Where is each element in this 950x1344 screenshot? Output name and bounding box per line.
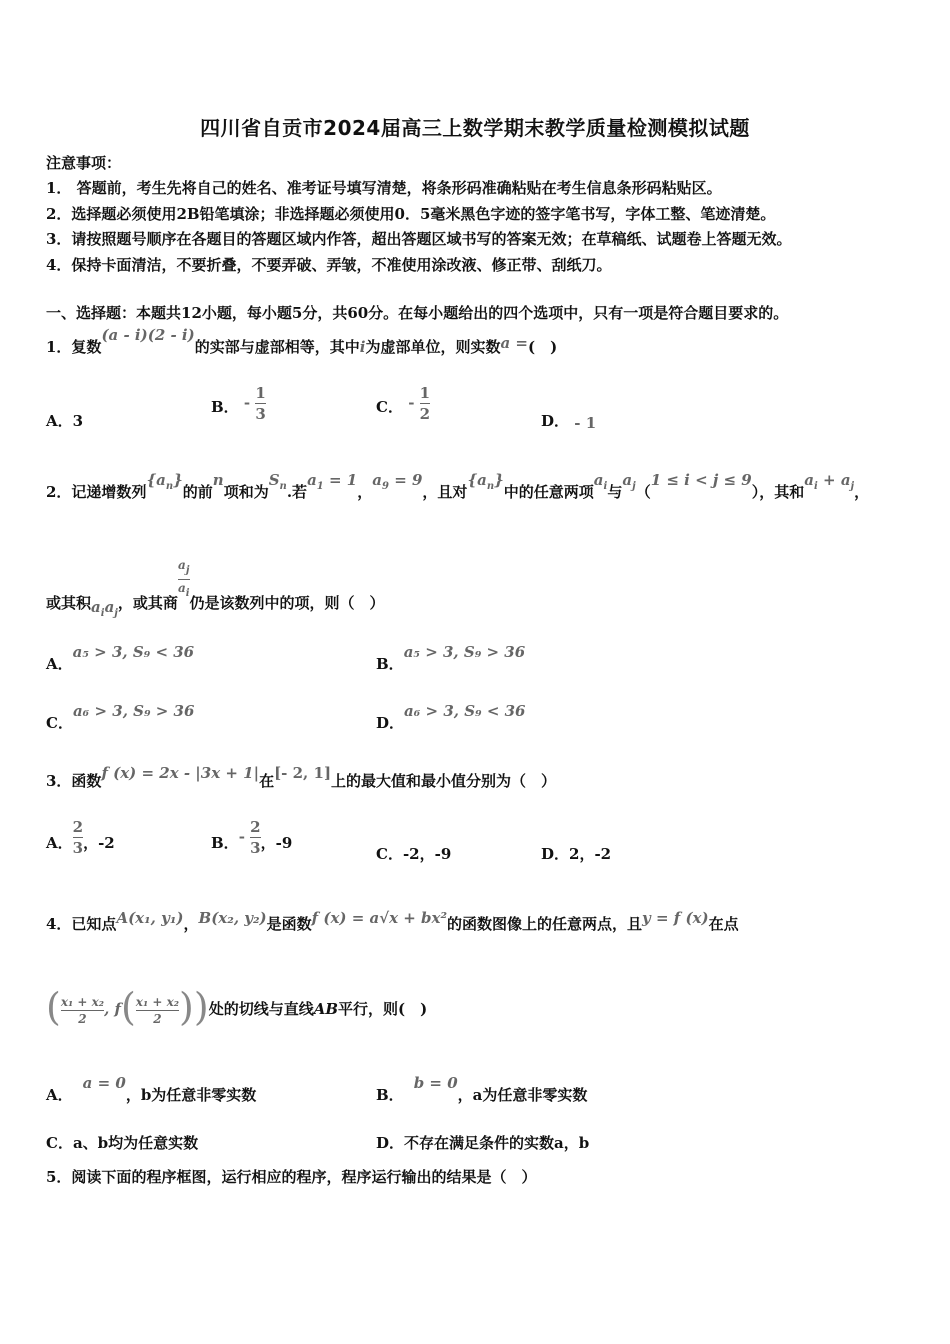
q2-option-d-math: a₆ > 3, S₉ < 36 — [404, 702, 526, 720]
q4-midpoint-x-2 — [136, 995, 179, 1026]
q2-quotient — [178, 558, 190, 601]
q2-a9: a — [372, 471, 382, 489]
q2-text-13: 仍是该数列中的项，则（ ） — [189, 593, 385, 612]
notice-item-3: 3．请按照题号顺序在各题目的答题区域内作答，超出答题区域书写的答案无效；在草稿纸、试题卷上答题无效。 — [46, 230, 792, 248]
question-5: 5．阅读下面的程序框图，运行相应的程序，程序运行输出的结果是（ ） — [46, 1168, 537, 1186]
q2-option-a-math: a₅ > 3, S₉ < 36 — [72, 643, 195, 661]
q2-quotient-num — [178, 558, 190, 578]
q1-option-b-num: 1 — [255, 384, 266, 402]
q4-text-1: 4．已知点 — [46, 915, 117, 933]
q4-text-6: 处的切线与直线 — [208, 1000, 314, 1018]
q4-midpoint-x-den: 2 — [78, 1011, 87, 1026]
question-2-line-2 — [46, 558, 385, 619]
q1-text-3: 为虚部单位，则实数 — [365, 338, 501, 356]
q4-math-A: A(x₁, y₁) — [116, 909, 184, 927]
q2-seq2-open: {a — [467, 471, 487, 489]
q2-seq-close: } — [173, 471, 183, 489]
q2-prod-sub2: j — [114, 607, 118, 619]
q2-prod-sub1: i — [100, 607, 105, 619]
q3-option-d: D．2，-2 — [541, 845, 612, 863]
q2-sum-sub1: i — [814, 481, 818, 492]
q2-text-9: ），其和 — [751, 483, 805, 501]
q2-quotient-den — [178, 581, 190, 601]
q3-math-f: f (x) = 2x - |3x + 1| — [101, 764, 260, 782]
q2-q-den-a: a — [177, 581, 186, 595]
q2-aj-sub: j — [632, 481, 636, 492]
q4-midpoint-f: , f — [104, 1000, 121, 1018]
q3-option-a-fraction — [73, 818, 83, 857]
q2-math-n: n — [212, 471, 224, 489]
q2-math-aj — [622, 471, 636, 492]
q2-q-num-sub: j — [185, 565, 190, 576]
q2-seq-sub: n — [165, 481, 174, 492]
q4-math-f: f (x) = a√x + bx² — [311, 909, 448, 927]
q4-option-b-label: B． — [376, 1086, 404, 1104]
q2-seq2-close: } — [494, 471, 504, 489]
fraction-bar — [136, 1010, 179, 1011]
q2-aj: a — [622, 471, 633, 489]
q2-prod-a1: a — [91, 597, 101, 616]
q2-option-a — [46, 641, 195, 673]
q2-text-11: 或其积 — [46, 593, 92, 612]
q3-option-b-sign: - — [238, 827, 245, 846]
question-4-line-2 — [46, 985, 428, 1032]
fraction-bar — [250, 837, 260, 838]
q2-text-1: 2．记递增数列 — [46, 483, 147, 501]
q2-comma-1: ， — [357, 483, 373, 501]
q2-math-a9 — [372, 471, 423, 492]
q2-option-b — [376, 641, 526, 673]
q4-math-y: y = f (x) — [642, 909, 709, 927]
q1-math-complex: (a - i)(2 - i) — [101, 326, 195, 344]
q4-text-2: ， — [183, 915, 199, 933]
q2-text-10: ， — [854, 483, 870, 501]
q2-S: S — [268, 471, 280, 489]
q1-option-c-label: C． — [376, 397, 403, 416]
q1-math-i: i — [359, 338, 366, 356]
q2-q-den-sub: i — [185, 588, 190, 599]
q2-text-6: 中的任意两项 — [503, 483, 594, 501]
q2-math-range: 1 ≤ i < j ≤ 9 — [650, 471, 752, 489]
q2-option-c — [46, 700, 195, 732]
q2-sum-a: a — [804, 471, 814, 489]
q2-option-a-label: A． — [46, 655, 73, 673]
q2-text-7: 与 — [607, 483, 623, 501]
q3-text-2: 在 — [259, 772, 275, 790]
q2-prod-a2: a — [104, 597, 115, 616]
q4-option-c: C．a、b均为任意实数 — [46, 1134, 199, 1152]
q2-option-d-label: D． — [376, 714, 405, 732]
q2-a1-eq: = 1 — [329, 471, 358, 489]
q3-option-b — [211, 818, 292, 857]
q2-text-4: .若 — [286, 483, 308, 501]
q1-option-d-label: D． — [541, 412, 570, 430]
q4-option-b-math: b = 0 — [413, 1074, 458, 1092]
q4-text-5: 在点 — [708, 915, 739, 933]
q2-math-sum — [804, 471, 855, 492]
q2-text-12: ，或其商 — [117, 593, 178, 612]
q3-option-a-rest: ，-2 — [83, 833, 115, 852]
q4-text-4: 的函数图像上的任意两点，且 — [447, 915, 643, 933]
q2-option-c-label: C． — [46, 714, 73, 732]
q1-math-a: a = — [500, 334, 528, 352]
q4-option-a-label: A． — [46, 1086, 73, 1104]
q3-option-c: C．-2，-9 — [376, 845, 452, 863]
q4-option-d: D．不存在满足条件的实数a，b — [376, 1134, 590, 1152]
fraction-bar — [61, 1010, 104, 1011]
q2-text-3: 项和为 — [223, 483, 269, 501]
q1-option-b-sign: - — [243, 393, 251, 412]
q2-text-2: 的前 — [182, 483, 213, 501]
question-4-line-1 — [46, 909, 739, 934]
q4-option-a-math: a = 0 — [82, 1074, 126, 1092]
q1-option-c-sign: - — [408, 393, 415, 412]
notice-item-4: 4．保持卡面清洁，不要折叠，不要弄破、弄皱，不准使用涂改液、修正带、刮纸刀。 — [46, 256, 612, 274]
q4-midpoint-x — [61, 995, 104, 1026]
q4-paren-inner-open: ( — [120, 985, 136, 1029]
q1-option-d — [541, 410, 596, 431]
question-1 — [46, 326, 558, 357]
fraction-bar — [178, 579, 190, 580]
q1-option-b-den: 3 — [255, 405, 266, 423]
q4-paren-close: ) — [193, 985, 209, 1029]
notice-item-1: 1． 答题前，考生先将自己的姓名、准考证号填写清楚，将条形码准确粘贴在考生信息条形码粘贴区。 — [46, 179, 722, 197]
q2-option-b-label: B． — [376, 655, 404, 673]
q2-math-S — [268, 471, 287, 492]
q3-option-a-label: A． — [46, 833, 73, 852]
q4-midpoint-x-num: x₁ + x₂ — [60, 994, 105, 1009]
q2-math-a1 — [307, 471, 358, 492]
q2-sum-sub2: j — [850, 481, 855, 492]
q4-option-a — [46, 1072, 257, 1104]
q1-option-c — [376, 384, 430, 423]
q2-option-d — [376, 700, 526, 732]
notice-heading: 注意事项： — [46, 154, 122, 172]
q1-text-1: 1．复数 — [46, 338, 102, 356]
fraction-bar — [420, 403, 430, 404]
q2-option-c-math: a₆ > 3, S₉ > 36 — [72, 702, 195, 720]
q4-text-3: 是函数 — [266, 915, 312, 933]
q2-math-ai — [593, 471, 608, 492]
q2-text-8: （ — [635, 483, 651, 501]
q2-option-b-math: a₅ > 3, S₉ > 36 — [403, 643, 526, 661]
q2-seq2-sub: n — [486, 481, 495, 492]
q1-option-b — [211, 384, 266, 423]
q1-option-b-fraction — [255, 384, 265, 423]
q3-option-b-den: 3 — [250, 839, 261, 857]
q2-math-prod — [91, 597, 118, 619]
page-title: 四川省自贡市2024届高三上数学期末教学质量检测模拟试题 — [200, 116, 750, 140]
q3-math-interval: [- 2, 1] — [274, 764, 332, 782]
q3-option-b-rest: ，-9 — [260, 833, 293, 852]
q2-math-seq — [146, 471, 183, 492]
question-3 — [46, 764, 557, 791]
q2-sum-plus: + a — [817, 471, 851, 489]
q1-text-4: ( ) — [527, 338, 558, 356]
q3-option-a — [46, 818, 115, 857]
q1-option-c-den: 2 — [419, 405, 431, 423]
q4-text-AB: AB — [313, 1000, 339, 1018]
q3-text-3: 上的最大值和最小值分别为（ ） — [331, 772, 557, 790]
q4-option-a-rest: ，b为任意非零实数 — [125, 1086, 257, 1104]
q2-a9-sub: 9 — [381, 481, 389, 492]
fraction-bar — [73, 837, 83, 838]
q1-option-c-num: 1 — [419, 384, 431, 402]
q4-option-b-rest: ，a为任意非零实数 — [457, 1086, 588, 1104]
section-heading: 一、选择题：本题共12小题，每小题5分，共60分。在每小题给出的四个选项中，只有一项是符合题目要求的。 — [46, 304, 789, 322]
q3-option-b-num: 2 — [250, 818, 261, 836]
q2-ai: a — [593, 471, 604, 489]
q1-option-a: A．3 — [46, 412, 84, 430]
q3-text-1: 3．函数 — [46, 772, 102, 790]
q3-option-b-label: B． — [211, 833, 239, 852]
q2-q-num-a: a — [178, 558, 186, 572]
q2-a9-eq: = 9 — [394, 471, 423, 489]
q1-option-b-label: B． — [211, 397, 239, 416]
q2-a1: a — [307, 471, 317, 489]
q4-midpoint-x2-den: 2 — [153, 1011, 162, 1026]
q1-text-2: 的实部与虚部相等，其中 — [194, 338, 360, 356]
q1-option-d-value: - 1 — [574, 414, 597, 432]
q4-paren-open: ( — [46, 985, 61, 1029]
q2-a1-sub: 1 — [316, 481, 324, 492]
fraction-bar — [255, 403, 265, 404]
q1-option-c-fraction — [420, 384, 430, 423]
q3-option-a-num: 2 — [72, 818, 84, 836]
q2-text-5: ，且对 — [422, 483, 468, 501]
q2-S-sub: n — [279, 481, 287, 492]
q2-ai-sub: i — [603, 481, 608, 492]
q3-option-b-fraction — [250, 818, 260, 857]
notice-item-2: 2．选择题必须使用2B铅笔填涂；非选择题必须使用0．5毫米黑色字迹的签字笔书写，字体工整、笔迹清楚。 — [46, 205, 776, 223]
q3-option-a-den: 3 — [72, 839, 84, 857]
q4-math-B: B(x₂, y₂) — [198, 909, 267, 927]
q2-seq-open: {a — [146, 471, 166, 489]
q2-math-seq-2 — [467, 471, 504, 492]
q4-text-6c: 平行，则( ) — [338, 1000, 428, 1018]
q4-option-b — [376, 1072, 588, 1104]
q4-paren-inner-close: ) — [179, 985, 194, 1029]
q4-midpoint-x2-num: x₁ + x₂ — [135, 994, 180, 1009]
